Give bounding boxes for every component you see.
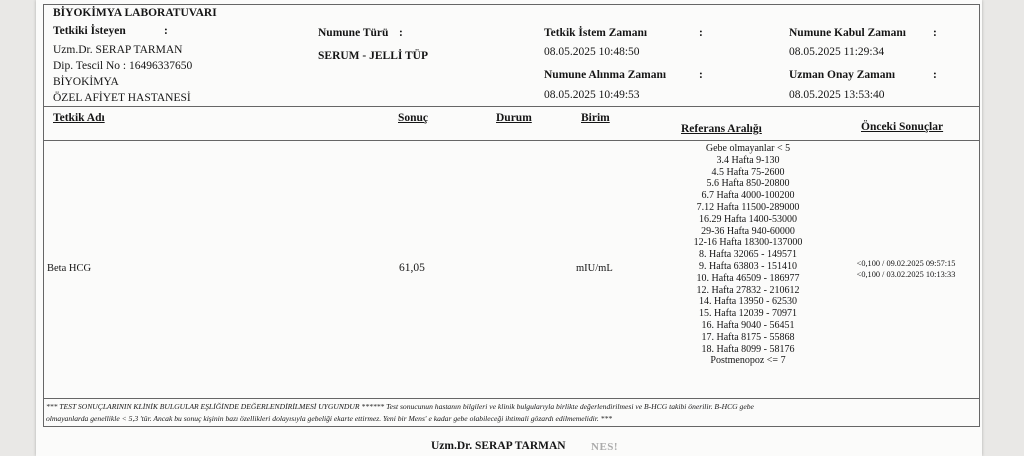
reference-line: 18. Hafta 8099 - 58176	[701, 343, 795, 355]
signature-name: Uzm.Dr. SERAP TARMAN	[431, 440, 566, 452]
col-header-previous: Önceki Sonuçlar	[861, 121, 944, 133]
table-header-divider	[43, 140, 980, 141]
col-header-unit: Birim	[581, 112, 610, 124]
row-test-name: Beta HCG	[47, 263, 92, 274]
reference-line: 16.29 Hafta 1400-53000	[698, 213, 798, 225]
requester-department: BİYOKİMYA	[53, 76, 119, 88]
reference-range-list	[648, 143, 848, 367]
col-header-reference: Referans Aralığı	[681, 123, 762, 135]
requester-registry: Dip. Tescil No : 16496337650	[53, 60, 193, 72]
reference-line: 14. Hafta 13950 - 62530	[698, 296, 798, 308]
sample-collected-label: Numune Alınma Zamanı	[544, 69, 667, 81]
reference-line: 8. Hafta 32065 - 149571	[698, 249, 798, 261]
sample-accepted-label: Numune Kabul Zamanı	[789, 27, 906, 39]
lab-title: BİYOKİMYA LABORATUVARI	[53, 7, 217, 19]
footnote-line: olmayanlarda genellikle < 5,3 'tür. Ancak bu sonuç kişinin bazı özellikleri dolayısıyla gebeliği ekarte ettirmez. Yeni bir Mens' e kadar gebe olabileceği ihtimali gözardı edilmemelidir. ***	[46, 414, 613, 423]
row-result-value: 61,05	[399, 262, 425, 274]
sample-collected-colon: :	[699, 69, 703, 81]
signature-watermark: NES!	[591, 441, 619, 453]
col-header-test: Tetkik Adı	[53, 112, 105, 124]
footnote-line: *** TEST SONUÇLARININ KLİNİK BULGULAR EŞLİĞİNDE DEĞERLENDİRİLMESİ UYGUNDUR ****** Test sonucunun hastanın bilgileri ve klinik bulgularıyla birlikte değerlendirilmesi ve B-HCG takibi önerilir. B-HCG gebe	[46, 402, 754, 411]
reference-line: 5.6 Hafta 850-20800	[706, 178, 790, 190]
sample-type-value: SERUM - JELLİ TÜP	[318, 50, 429, 62]
sample-collected-value: 08.05.2025 10:49:53	[544, 89, 640, 101]
approval-time-colon: :	[933, 69, 937, 81]
reference-line: 12. Hafta 27832 - 210612	[696, 284, 800, 296]
col-header-result: Sonuç	[398, 112, 429, 124]
reference-line: 17. Hafta 8175 - 55868	[701, 331, 795, 343]
requester-label: Tetkiki İsteyen	[53, 25, 126, 37]
request-time-label: Tetkik İstem Zamanı	[544, 27, 648, 39]
request-time-colon: :	[699, 27, 703, 39]
reference-line: 9. Hafta 63803 - 151410	[698, 260, 798, 272]
requester-doctor: Uzm.Dr. SERAP TARMAN	[53, 44, 183, 56]
lab-report-page	[36, 0, 982, 456]
sample-accepted-colon: :	[933, 27, 937, 39]
reference-line: 6.7 Hafta 4000-100200	[701, 190, 795, 202]
row-unit: mIU/mL	[576, 263, 613, 274]
previous-result-line: <0,100 / 03.02.2025 10:13:33	[856, 270, 956, 279]
requester-colon: :	[164, 25, 168, 37]
header-divider	[43, 106, 980, 107]
reference-line: 15. Hafta 12039 - 70971	[698, 308, 798, 320]
reference-line: 29-36 Hafta 940-60000	[701, 225, 795, 237]
reference-line: Gebe olmayanlar < 5	[705, 143, 791, 154]
reference-line: 3.4 Hafta 9-130	[716, 154, 780, 166]
requester-hospital: ÖZEL AFİYET HASTANESİ	[53, 92, 191, 104]
sample-type-label: Numune Türü	[318, 27, 389, 39]
reference-line: 10. Hafta 46509 - 186977	[696, 272, 800, 284]
previous-result-line: <0,100 / 09.02.2025 09:57:15	[856, 259, 956, 268]
footnote-divider	[43, 398, 980, 399]
sample-type-colon: :	[399, 27, 403, 39]
request-time-value: 08.05.2025 10:48:50	[544, 46, 640, 58]
col-header-status: Durum	[496, 112, 532, 124]
approval-time-label: Uzman Onay Zamanı	[789, 69, 896, 81]
reference-line: Postmenopoz <= 7	[710, 355, 786, 367]
previous-results	[826, 258, 986, 280]
reference-line: 12-16 Hafta 18300-137000	[693, 237, 803, 249]
approval-time-value: 08.05.2025 13:53:40	[789, 89, 885, 101]
reference-line: 4.5 Hafta 75-2600	[711, 166, 785, 178]
sample-accepted-value: 08.05.2025 11:29:34	[789, 46, 885, 58]
reference-line: 7.12 Hafta 11500-289000	[696, 201, 800, 213]
reference-line: 16. Hafta 9040 - 56451	[701, 319, 795, 331]
footnote	[46, 401, 971, 425]
